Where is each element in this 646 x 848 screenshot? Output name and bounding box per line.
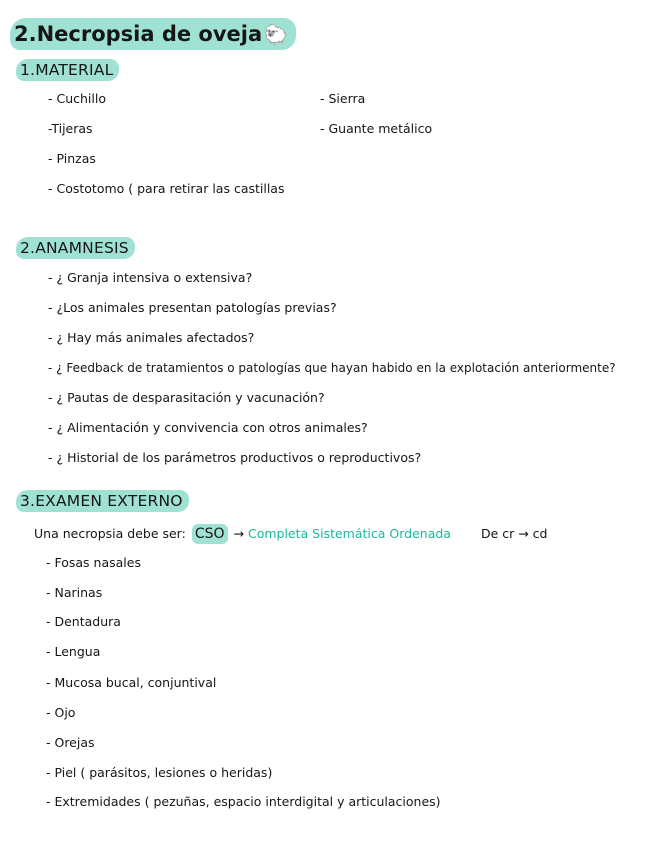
- list-item: - Piel ( parásitos, lesiones o heridas): [46, 765, 273, 780]
- list-item: - Sierra: [320, 91, 366, 106]
- list-item: - Extremidades ( pezuñas, espacio interdigital y articulaciones): [46, 794, 441, 809]
- list-item: - Dentadura: [46, 614, 121, 629]
- cso-line: [34, 524, 547, 544]
- list-item: - ¿ Feedback de tratamientos o patologías que hayan habido en la explotación anteriormente?: [48, 361, 616, 375]
- list-item: - ¿ Historial de los parámetros productivos o reproductivos?: [48, 450, 422, 465]
- list-item: - Lengua: [46, 644, 101, 659]
- page-title-text: 2.Necropsia de oveja: [14, 22, 263, 46]
- section-heading-material: 1.MATERIAL: [16, 59, 119, 81]
- list-item: - Orejas: [46, 735, 95, 750]
- list-item: - Costotomo ( para retirar las castillas: [48, 181, 285, 196]
- list-item: - ¿Los animales presentan patologías previas?: [48, 300, 337, 315]
- list-item: - Ojo: [46, 705, 76, 720]
- list-item: - ¿ Granja intensiva o extensiva?: [48, 270, 253, 285]
- cso-word-ordenada: Ordenada: [389, 526, 451, 541]
- list-item: - Narinas: [46, 585, 103, 600]
- list-item: - Cuchillo: [48, 91, 106, 106]
- section-heading-examen-externo: 3.EXAMEN EXTERNO: [16, 490, 189, 512]
- arrow-icon: →: [233, 526, 244, 541]
- list-item: - Pinzas: [48, 151, 96, 166]
- list-item: - Guante metálico: [320, 121, 433, 136]
- sheep-icon: 🐑: [264, 24, 288, 46]
- section-heading-anamnesis: 2.ANAMNESIS: [16, 237, 135, 259]
- cso-word-sistematica: Sistemática: [312, 526, 386, 541]
- list-item: -Tijeras: [48, 121, 93, 136]
- page-title: [10, 18, 296, 50]
- list-item: - ¿ Alimentación y convivencia con otros animales?: [48, 420, 368, 435]
- list-item: - ¿ Hay más animales afectados?: [48, 330, 255, 345]
- cso-acronym: CSO: [192, 524, 228, 544]
- cso-word-completa: Completa: [247, 526, 309, 541]
- cso-intro: Una necropsia debe ser:: [34, 526, 186, 541]
- list-item: - Fosas nasales: [46, 555, 141, 570]
- list-item: - Mucosa bucal, conjuntival: [46, 675, 217, 690]
- list-item: - ¿ Pautas de desparasitación y vacunación?: [48, 390, 325, 405]
- direction-note: De cr → cd: [480, 526, 548, 541]
